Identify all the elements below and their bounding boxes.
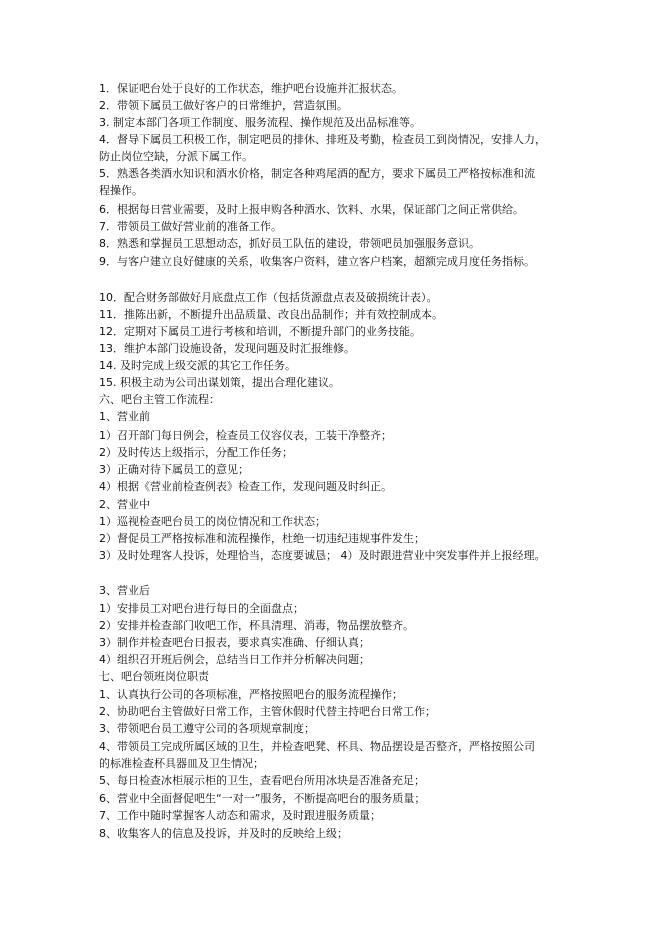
- text-line: 8．熟悉和掌握员工思想动态，抓好员工队伍的建设，带领吧员加强服务意识。: [99, 237, 480, 250]
- text-line: 12．定期对下属员工进行考核和培训，不断提升部门的业务技能。: [99, 325, 421, 338]
- text-line: 9．与客户建立良好健康的关系，收集客户资料，建立客户档案，超额完成月度任务指标。: [99, 255, 535, 268]
- text-line: 3、带领吧台员工遵守公司的各项规章制度；: [99, 722, 315, 735]
- text-line: 7、工作中随时掌握客人动态和需求，及时跟进服务质量；: [99, 809, 381, 822]
- text-line: 的标准检查杯具器皿及卫生情况；: [99, 757, 264, 770]
- text-line: 3. 制定本部门各项工作制度、服务流程、操作规范及出品标准等。: [99, 116, 421, 129]
- text-line: 程操作。: [99, 184, 143, 197]
- text-line: 10．配合财务部做好月底盘点工作（包括货源盘点表及破损统计表）。: [99, 291, 438, 304]
- section-heading: 七、吧台领班岗位职责: [99, 670, 209, 683]
- text-line: 13．维护本部门设施设备，发现问题及时汇报维修。: [99, 342, 355, 355]
- text-line: 8、收集客人的信息及投诉，并及时的反映给上级；: [99, 827, 348, 840]
- text-line: 2）安排并检查部门收吧工作，杯具清理、消毒，物品摆放整齐。: [99, 619, 414, 632]
- text-line: 11．推陈出新，不断提升出品质量、改良出品制作；并有效控制成本。: [99, 308, 443, 321]
- subsection-heading: 3、营业后: [99, 584, 150, 597]
- subsection-heading: 2、营业中: [99, 498, 150, 511]
- subsection-heading: 1、营业前: [99, 410, 150, 423]
- text-line: 7．带领员工做好营业前的准备工作。: [99, 220, 282, 233]
- text-line: 14. 及时完成上级交派的其它工作任务。: [99, 359, 296, 372]
- section-heading: 六、吧台主管工作流程：: [99, 393, 220, 406]
- text-line: 3）及时处理客人投诉，处理恰当，态度要诚恳； 4）及时跟进营业中突发事件并上报经理。: [99, 549, 546, 562]
- text-line: 2．带领下属员工做好客户的日常维护，营造氛围。: [99, 99, 348, 112]
- text-line: 2、协助吧台主管做好日常工作，主管休假时代替主持吧台日常工作；: [99, 705, 436, 718]
- text-line: 15. 积极主动为公司出谋划策，提出合理化建议。: [99, 376, 340, 389]
- text-line: 3）制作并检查吧台日报表，要求真实准确、仔细认真；: [99, 636, 370, 649]
- text-line: 2）及时传达上级指示，分配工作任务；: [99, 446, 293, 459]
- text-line: 4．督导下属员工积极工作，制定吧员的排休、排班及考勤，检查员工到岗情况，安排人力，: [99, 133, 546, 146]
- text-line: 1．保证吧台处于良好的工作状态，维护吧台设施并汇报状态。: [99, 82, 403, 95]
- text-line: 3）正确对待下属员工的意见；: [99, 463, 249, 476]
- text-line: 6、营业中全面督促吧生“一对一”服务，不断提高吧台的服务质量；: [99, 792, 426, 805]
- text-line: 1、认真执行公司的各项标准，严格按照吧台的服务流程操作；: [99, 688, 403, 701]
- text-line: 2）督促员工严格按标准和流程操作，杜绝一切违纪违规事件发生；: [99, 532, 425, 545]
- text-line: 1）安排员工对吧台进行每日的全面盘点；: [99, 602, 304, 615]
- text-line: 6．根据每日营业需要，及时上报申购各种酒水、饮料、水果，保证部门之间正常供给。: [99, 203, 524, 216]
- text-line: 4）组织召开班后例会，总结当日工作并分析解决问题；: [99, 653, 370, 666]
- text-line: 4）根据《营业前检查例表》检查工作，发现问题及时纠正。: [99, 480, 392, 493]
- text-line: 防止岗位空缺，分派下属工作。: [99, 150, 253, 163]
- text-line: 5、每日检查冰柜展示柜的卫生，查看吧台所用冰块是否准备充足；: [99, 774, 425, 787]
- text-line: 1）召开部门每日例会，检查员工仪容仪表，工装干净整齐；: [99, 429, 392, 442]
- text-line: 4、带领员工完成所属区域的卫生，并检查吧凳、杯具、物品摆设是否整齐，严格按照公司: [99, 740, 535, 753]
- text-line: 5．熟悉各类酒水知识和酒水价格，制定各种鸡尾酒的配方，要求下属员工严格按标准和流: [99, 167, 535, 180]
- text-line: 1）巡视检查吧台员工的岗位情况和工作状态；: [99, 515, 326, 528]
